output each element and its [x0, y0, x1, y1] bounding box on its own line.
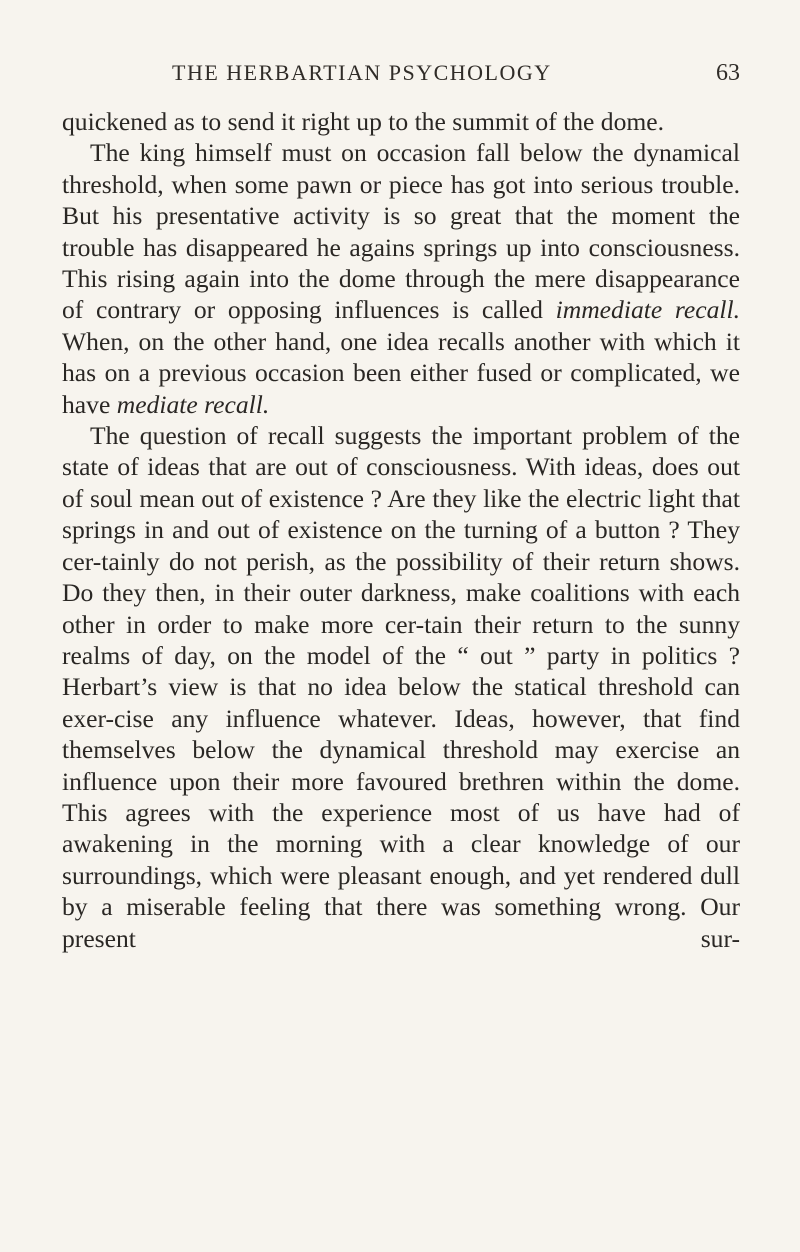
paragraph-continuation: quickened as to send it right up to the summit of the dome.	[62, 107, 665, 136]
paragraph-ideas-out-of-consciousness: The question of recall suggests the important problem of the state of ideas that are out of consciousness. With ideas, does out of soul mean out of existence ? Are they like the electric light that springs in and out of existence on the turning of a button ? They cer-tainly do not perish, as the possibility of their return shows. Do they then, in their outer darkness, make coalitions with each other in order to make more cer-tain their return to the sunny realms of day, on the model of the “ out ” party in politics ? Herbart’s view is that no idea below the statical threshold can exer-cise any influence whatever. Ideas, however, that find themselves below the dynamical threshold may exercise an influence upon their more favoured brethren within the dome. This agrees with the experience most of us have had of awakening in the morning with a clear knowledge of our surroundings, which were pleasant enough, and yet rendered dull by a miserable feeling that there was something wrong. Our present sur-	[62, 421, 740, 953]
term-immediate-recall: immediate recall.	[555, 295, 740, 325]
paragraph-recall	[62, 137, 740, 420]
body-text	[62, 106, 740, 954]
page-number: 63	[716, 60, 740, 86]
running-head	[62, 60, 740, 100]
running-title: THE HERBARTIAN PSYCHOLOGY	[172, 60, 552, 85]
book-page	[62, 60, 740, 954]
paragraph-recall-text-1: The king himself must on occasion fall below the dynamical threshold, when some pawn or piece has got into serious trouble. But his presentative activity is so great that the moment the trouble has disappeared he agains springs up into consciousness. This rising again into the dome through the mere disappearance of contrary or opposing influences is called	[62, 138, 740, 325]
paragraph-recall-text-2: When, on the other hand, one idea recalls another with which it has on a previous occasion been either fused or complicated, we have	[62, 326, 740, 419]
term-mediate-recall: mediate recall.	[116, 389, 270, 419]
